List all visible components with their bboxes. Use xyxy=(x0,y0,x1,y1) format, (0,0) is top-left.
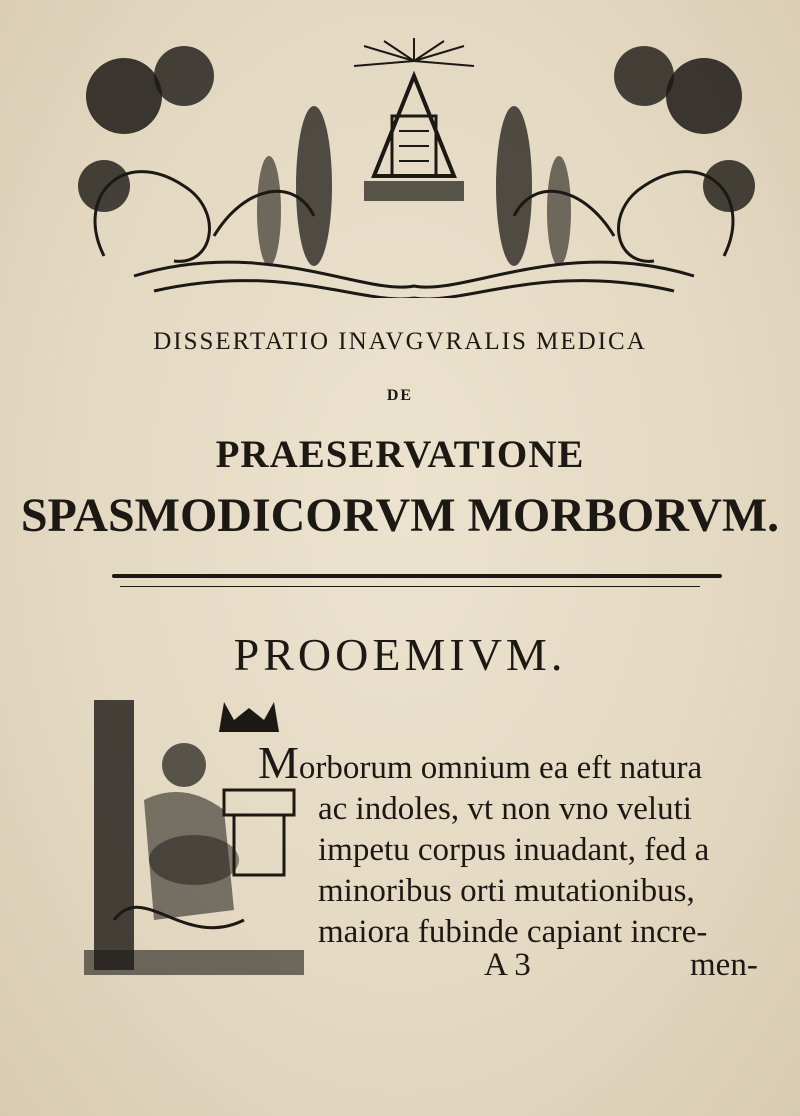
ornamental-headpiece-icon xyxy=(64,36,764,298)
paragraph-body xyxy=(318,789,778,953)
drop-cap: M xyxy=(258,737,299,788)
signature-mark: A 3 xyxy=(484,947,531,983)
divider-rule-thin xyxy=(120,586,700,587)
paragraph-first-line xyxy=(258,737,703,788)
catchword: men- xyxy=(690,947,758,983)
text-line: ac indoles, vt non vno veluti xyxy=(318,791,692,827)
text-line: maiora fubinde capiant incre- xyxy=(318,914,708,950)
divider-rule-thick xyxy=(112,574,722,578)
title-topic: SPASMODICORVM MORBORVM. xyxy=(20,489,780,542)
title-preposition: DE xyxy=(386,387,414,404)
title-subject: PRAESERVATIONE xyxy=(215,433,585,476)
text-line: minoribus orti mutationibus, xyxy=(318,873,695,909)
crown-ornament-icon xyxy=(219,702,279,732)
text-line: impetu corpus inuadant, fed a xyxy=(318,832,710,868)
first-line-text: orborum omnium ea eft natura xyxy=(298,750,703,786)
section-heading: PROOEMIVM. xyxy=(233,629,567,680)
pictorial-vignette-icon xyxy=(84,690,304,980)
dissertation-title: DISSERTATIO INAVGVRALIS MEDICA xyxy=(153,328,647,355)
